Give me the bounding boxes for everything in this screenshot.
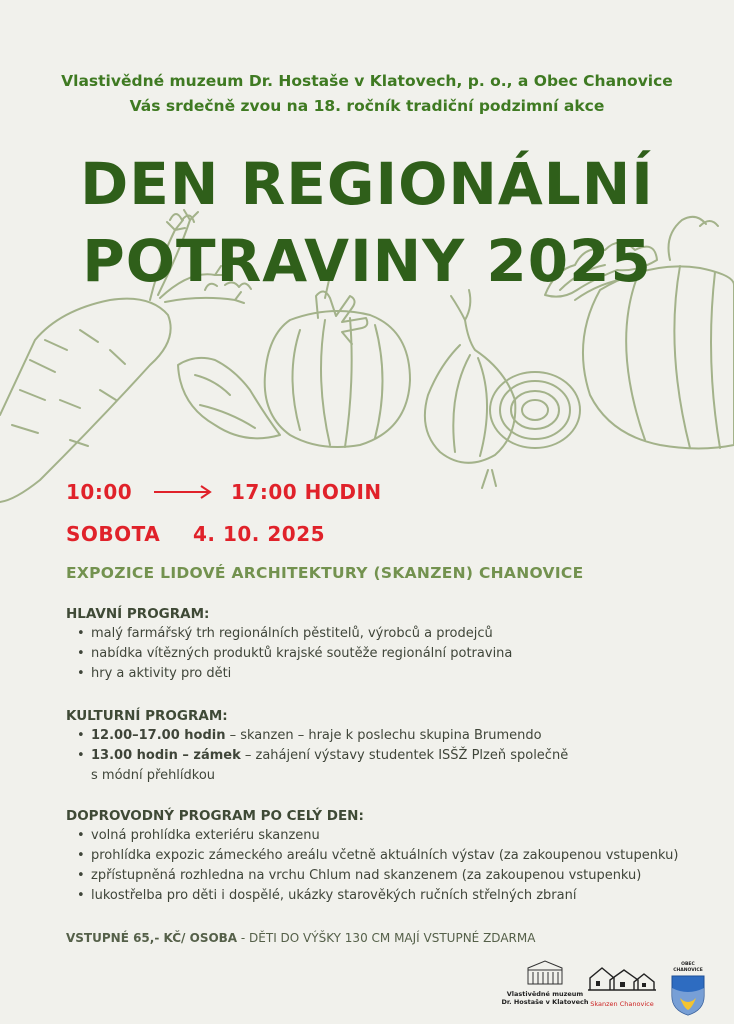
headline-line-1: DEN REGIONÁLNÍ <box>80 150 654 218</box>
headline-line-2: POTRAVINY 2025 <box>82 227 652 295</box>
list-item: • hry a aktivity pro děti <box>77 664 706 684</box>
museum-logo-icon <box>500 958 590 986</box>
list-item: • zpřístupněná rozhledna na vrchu Chlum nad skanzenem (za zakoupenou vstupenku) <box>77 866 726 886</box>
museum-logo-line-1: Vlastivědné muzeum <box>506 990 584 998</box>
skanzen-logo <box>586 962 658 1008</box>
list-item: • lukostřelba pro děti i dospělé, ukázky starověkých ručních střelných zbraní <box>77 886 726 906</box>
skanzen-logo-text: Skanzen Chanovice <box>590 1000 654 1008</box>
onion-slice-icon <box>490 372 580 448</box>
admission-note: - DĚTI DO VÝŠKY 130 CM MAJÍ VSTUPNÉ ZDARMA <box>237 931 536 945</box>
list-item <box>77 726 706 746</box>
cultural-program-list <box>77 726 706 786</box>
list-item: • nabídka vítězných produktů krajské soutěže regionální potravina <box>77 644 706 664</box>
arrow-right-icon <box>152 484 216 500</box>
main-program-section <box>66 606 706 684</box>
cultural-program-title: KULTURNÍ PROGRAM: <box>66 708 228 724</box>
main-program-title: HLAVNÍ PROGRAM: <box>66 606 210 622</box>
intro-line-1: Vlastivědné muzeum Dr. Hostaše v Klatovech, p. o., a Obec Chanovice <box>61 72 673 90</box>
accompanying-program-list <box>77 826 726 906</box>
program-detail-continued: s módní přehlídkou <box>91 768 216 783</box>
museum-logo <box>500 958 590 1006</box>
skanzen-logo-icon <box>586 962 658 996</box>
tomato-icon <box>265 280 410 447</box>
municipality-crest <box>668 962 708 1020</box>
venue: EXPOZICE LIDOVÉ ARCHITEKTURY (SKANZEN) CHANOVICE <box>66 564 584 582</box>
main-program-list <box>77 624 706 684</box>
museum-logo-line-2: Dr. Hostaše v Klatovech <box>501 998 589 1006</box>
list-item <box>77 746 706 786</box>
municipality-name: OBEC CHANOVICE <box>673 962 703 973</box>
list-item: • volná prohlídka exteriéru skanzenu <box>77 826 726 846</box>
date-value: 4. 10. 2025 <box>193 522 326 546</box>
program-time: 13.00 hodin – zámek <box>91 748 241 763</box>
accompanying-program-section <box>66 808 726 906</box>
list-item: • prohlídka expozic zámeckého areálu včetně aktuálních výstav (za zakoupenou vstupenku) <box>77 846 726 866</box>
intro-line-2: Vás srdečně zvou na 18. ročník tradiční podzimní akce <box>129 97 605 115</box>
admission-info <box>66 931 535 945</box>
program-detail: – zahájení výstavy studentek ISŠŽ Plzeň společně <box>240 748 569 763</box>
cultural-program-section <box>66 708 706 786</box>
chanovice-crest-icon <box>668 974 708 1016</box>
program-detail: – skanzen – hraje k poslechu skupina Brumendo <box>225 728 542 743</box>
time-from: 10:00 <box>66 480 133 504</box>
list-item: • malý farmářský trh regionálních pěstitelů, výrobců a prodejců <box>77 624 706 644</box>
date-day: SOBOTA <box>66 522 161 546</box>
admission-price: VSTUPNÉ 65,- KČ/ OSOBA <box>66 931 238 945</box>
onion-icon <box>425 290 515 488</box>
program-time: 12.00–17.00 hodin <box>91 728 226 743</box>
time-to: 17:00 HODIN <box>231 480 382 504</box>
accompanying-program-title: DOPROVODNÝ PROGRAM PO CELÝ DEN: <box>66 808 364 824</box>
